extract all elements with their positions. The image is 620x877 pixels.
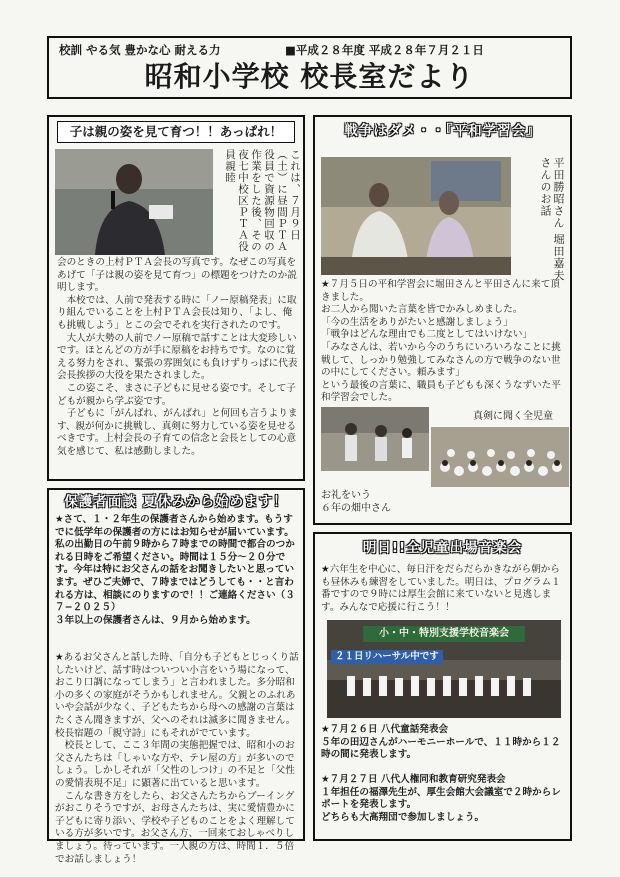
pta-president-photo <box>55 149 213 255</box>
rehearsal-photo <box>327 620 561 718</box>
stage-banner: 小・中・特別支援学校音楽会 <box>363 626 525 642</box>
article-parent-meeting-heading: 保護者面談 夏休みから始めます！ <box>64 494 288 510</box>
article-music-concert-heading: 明日!!全児童出場音楽会 <box>362 540 523 556</box>
article-parent-meeting <box>47 488 305 865</box>
article-peace-study-body: ★７月５日の平和学習会に堀田さんと平田さんに来て頂きました。 お二人から聞いた言葉を皆でかみしめました。 「今の生活をありがたいと感謝しましょう」 「戦争はどんな理由でも二度としてはいけない」 「みなさんは、若いから今のうちにいろいろなことに挑戦して、しっかり勉強してみなさんの方で戦争のない世の中にしてください。頼みます」 という最後の言葉に、職員も子どもも深くうなずいた平和学習会でした。 <box>321 279 561 404</box>
article-role-model-heading: 子は親の姿を見て育つ！！あっぱれ！ <box>57 121 295 143</box>
article-music-concert <box>313 532 572 841</box>
event-human-rights-presentation: ★７月２７日 八代人権同和教育研究発表会 １年担任の福澤先生が、厚生会館大会議室で２時からレポートを発表します。 どちらも大高翔団で参加しましょう。 <box>321 774 561 823</box>
header-box <box>47 36 572 99</box>
article-role-model-body: 会のときの上村ＰＴＡ会長の写真です。なぜこの写真をあげて「子は親の姿を見て育つ」の標題をつけたのか説明します。 本校では、人前で発表する時に「ノー原稿発表」に取り組んでいることを上村ＰＴＡ会長は知り、「よし、俺も挑戦しよう」とこの会でそれを実行されたのです。 大人が大勢の人前でノー原稿で話すことは大変珍しいです。ほとんどの方が手に原稿をお持ちです。なのに覚える努力をされ、緊張の雰囲気にも負けずりっぱに代表会長挨拶の大役を果たされました。 この姿こそ、まさに子どもに見せる姿です。そして子どもが親から学ぶ姿です。 子どもに「がんばれ、がんばれ」と何回も言うよります、親が何かに挑戦し、真剣に努力している姿を見せるべきです。上村会長の子育ての信念と会長としての心意気を感じて、私は感動しました。 <box>57 257 298 457</box>
article-peace-study <box>313 115 572 525</box>
caption-thanks: お礼をいう ６年の畑中さん <box>321 490 391 514</box>
guest-speakers-photo <box>321 157 511 275</box>
article-music-concert-body: ★六年生を中心に、毎日汗をだらだらかきながら朝からも昼休みも練習をしていました。明日は、プログラム１番ですので９時には厚生会館に来ていないと見逃します。みんなで応援に行こう！！ <box>321 564 561 613</box>
rehearsal-label: ２１日リハーサル中です <box>331 650 443 664</box>
article-peace-study-heading: 戦争はダメ・・『平和学習会』 <box>344 123 541 139</box>
newsletter-title: 昭和小学校 校長室だより <box>144 60 475 93</box>
issue-date: ■平成２８年度 平成２８年７月２１日 <box>285 43 484 57</box>
students-listening-photo <box>321 407 429 471</box>
school-motto: 校訓 やる気 豊かな心 耐える力 <box>59 43 221 57</box>
event-story-presentation: ★７月２６日 八代童話発表会 ５年の田辺さんがハーモニーホールで、１１時から１２時の間に発表します。 <box>321 724 561 761</box>
article-parent-meeting-notice: ★さて、１・２年生の保護者さんから始めます。もうすでに低学年の保護者の方にはお知らせが届いています。私の出勤日の午前９時から７時までの時間で都合のつかれる日時をご希望ください。時間は１５分〜２０分です。今年は特にお父さんの話をお聞きしたいと思っています。ぜひご夫婦で、７時まではどうしても・・と言われる方は、相談にのりますので！！ご連絡ください（３７−２０２５） ３年以上の保護者さんは、９月から始めます。 <box>55 514 295 626</box>
caption-students-listening: 真剣に聞く全児童 <box>473 411 553 422</box>
article-role-model <box>47 115 305 481</box>
all-students-photo <box>431 427 569 487</box>
speaker-names: 平田勝昭さん 堀田嘉夫さんのお話 <box>539 157 565 282</box>
article-parent-meeting-body: ★あるお父さんと話した時、「自分も子どもとじっくり話したいけど、話す時はついつい小言をいう場になって、おこり口調になってしまう」と言われました。多分昭和小の多くの家庭がそうかもしれません。父親とのふれあいや会話が少なく、子どもたちから母への感謝の言葉はたくさん聞きますが、父へのそれは滅多に聞きません。校長宿題の「親守詩」にもそれがでています。 校長として、ここ３年間の実態把握では、昭和小のお父さんたちは「しゃいな方や、テレ屋の方」が多いのでしょう。しかしそれが「父性のしつけ」の不足と「父性の愛情表現不足」に顕著に出ていると思います。 こんな書き方をしたら、お父さんたちからブーイングがおこりそうですが、お母さんたちは、実に愛情豊かに子どもに寄り添い、学校や子どものことをよく理解している方が多いです。お父さん方、一回来ておしゃべりしましょう。待っています。一人親の方は、時間１．５倍でお話しましょう！ <box>55 652 299 865</box>
article-role-model-vertical-text: これは、７月９日（土）に昼間ＰＴＡ役員で資源物回収の作業をした後、その夜七中校区ＰＴＡ役員親睦 <box>224 149 301 253</box>
